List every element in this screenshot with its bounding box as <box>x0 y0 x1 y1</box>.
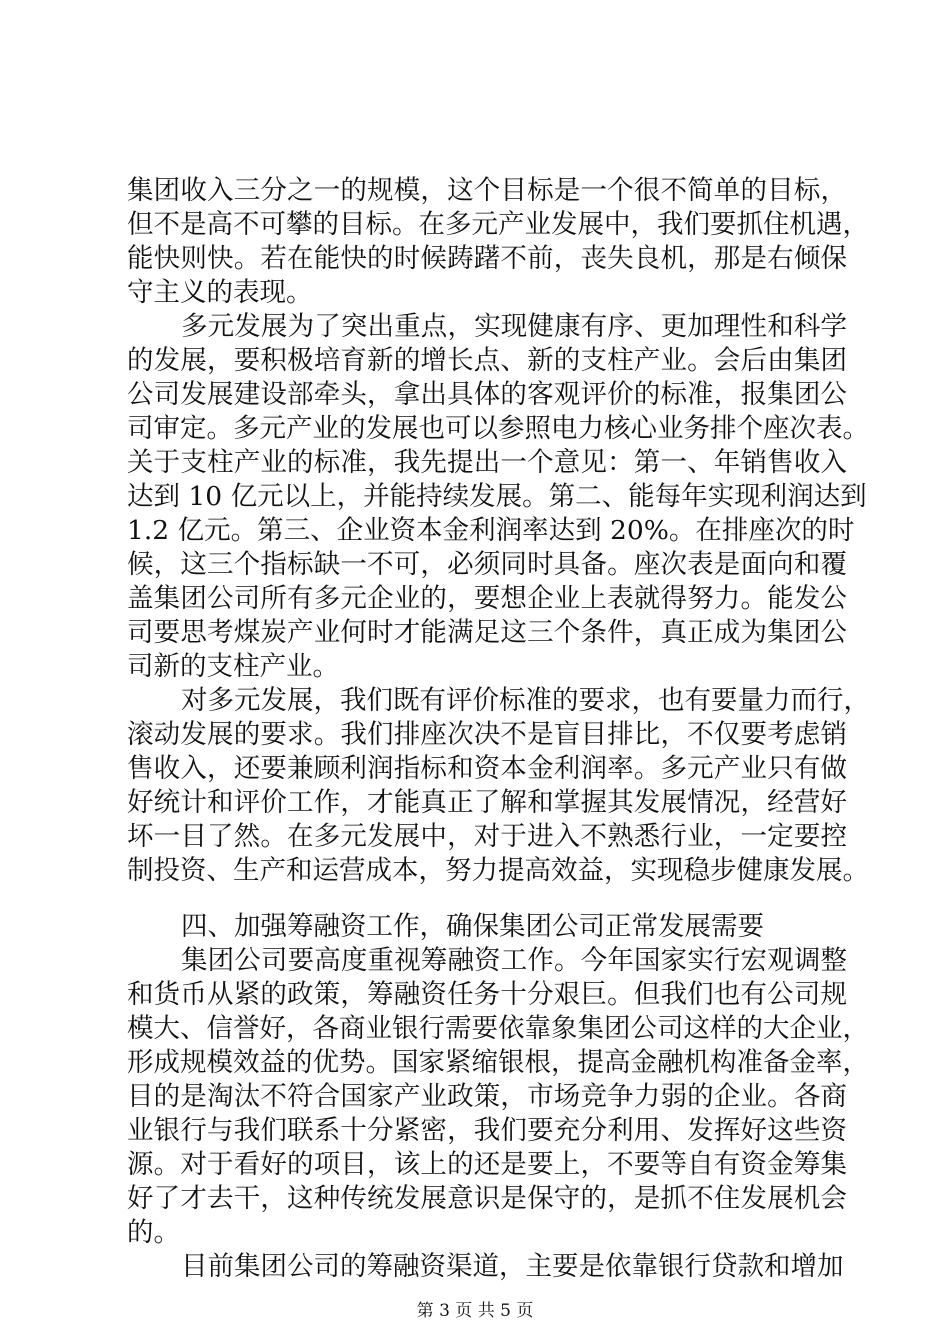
paragraph-line: 关于支柱产业的标准，我先提出一个意见：第一、年销售收入 <box>127 447 847 478</box>
paragraph-line: 司审定。多元产业的发展也可以参照电力核心业务排个座次表。 <box>127 413 869 444</box>
page-number-footer: 第 3 页 共 5 页 <box>416 1301 534 1321</box>
paragraph-line: 司新的支柱产业。 <box>127 651 339 682</box>
paragraph-line: 好了才去干，这种传统发展意识是保守的，是抓不住发展机会 <box>127 1183 847 1214</box>
paragraph-line: 集团收入三分之一的规模，这个目标是一个很不简单的目标， <box>127 175 847 206</box>
paragraph-line: 能快则快。若在能快的时候踌躇不前，丧失良机，那是右倾保 <box>127 243 847 274</box>
paragraph-line: 形成规模效益的优势。国家紧缩银根，提高金融机构准备金率， <box>127 1047 869 1078</box>
paragraph-line: 的。 <box>127 1217 180 1248</box>
paragraph-line: 达到 10 亿元以上，并能持续发展。第二、能每年实现利润达到 <box>127 481 867 512</box>
paragraph-line: 业银行与我们联系十分紧密，我们要充分利用、发挥好这些资 <box>127 1115 847 1146</box>
paragraph-line: 坏一目了然。在多元发展中，对于进入不熟悉行业，一定要控 <box>127 821 847 852</box>
paragraph-line: 和货币从紧的政策，筹融资任务十分艰巨。但我们也有公司规 <box>127 979 847 1010</box>
paragraph-line: 目的是淘汰不符合国家产业政策，市场竞争力弱的企业。各商 <box>127 1081 847 1112</box>
paragraph-line: 公司发展建设部牵头，拿出具体的客观评价的标准，报集团公 <box>127 379 847 410</box>
paragraph-line: 盖集团公司所有多元企业的，要想企业上表就得努力。能发公 <box>127 583 847 614</box>
paragraph-line: 模大、信誉好，各商业银行需要依靠象集团公司这样的大企业， <box>127 1013 869 1044</box>
paragraph-line: 滚动发展的要求。我们排座次决不是盲目排比，不仅要考虑销 <box>127 719 847 750</box>
paragraph-line: 1.2 亿元。第三、企业资本金利润率达到 20%。在排座次的时 <box>127 515 855 546</box>
paragraph-line: 集团公司要高度重视筹融资工作。今年国家实行宏观调整 <box>181 945 847 976</box>
paragraph-line: 守主义的表现。 <box>127 277 313 308</box>
paragraph-line: 好统计和评价工作，才能真正了解和掌握其发展情况，经营好 <box>127 787 847 818</box>
paragraph-line: 候，这三个指标缺一不可，必须同时具备。座次表是面向和覆 <box>127 549 847 580</box>
paragraph-line: 制投资、生产和运营成本，努力提高效益，实现稳步健康发展。 <box>127 855 869 886</box>
paragraph-line: 目前集团公司的筹融资渠道，主要是依靠银行贷款和增加 <box>181 1251 844 1282</box>
paragraph-line: 源。对于看好的项目，该上的还是要上，不要等自有资金筹集 <box>127 1149 847 1180</box>
paragraph-line: 但不是高不可攀的目标。在多元产业发展中，我们要抓住机遇， <box>127 209 869 240</box>
paragraph-line: 售收入，还要兼顾利润指标和资本金利润率。多元产业只有做 <box>127 753 847 784</box>
paragraph-line: 司要思考煤炭产业何时才能满足这三个条件，真正成为集团公 <box>127 617 847 648</box>
section-heading: 四、加强筹融资工作，确保集团公司正常发展需要 <box>181 911 764 942</box>
paragraph-line: 对多元发展，我们既有评价标准的要求，也有要量力而行， <box>181 685 870 716</box>
paragraph-line: 的发展，要积极培育新的增长点、新的支柱产业。会后由集团 <box>127 345 847 376</box>
paragraph-line: 多元发展为了突出重点，实现健康有序、更加理性和科学 <box>181 311 847 342</box>
